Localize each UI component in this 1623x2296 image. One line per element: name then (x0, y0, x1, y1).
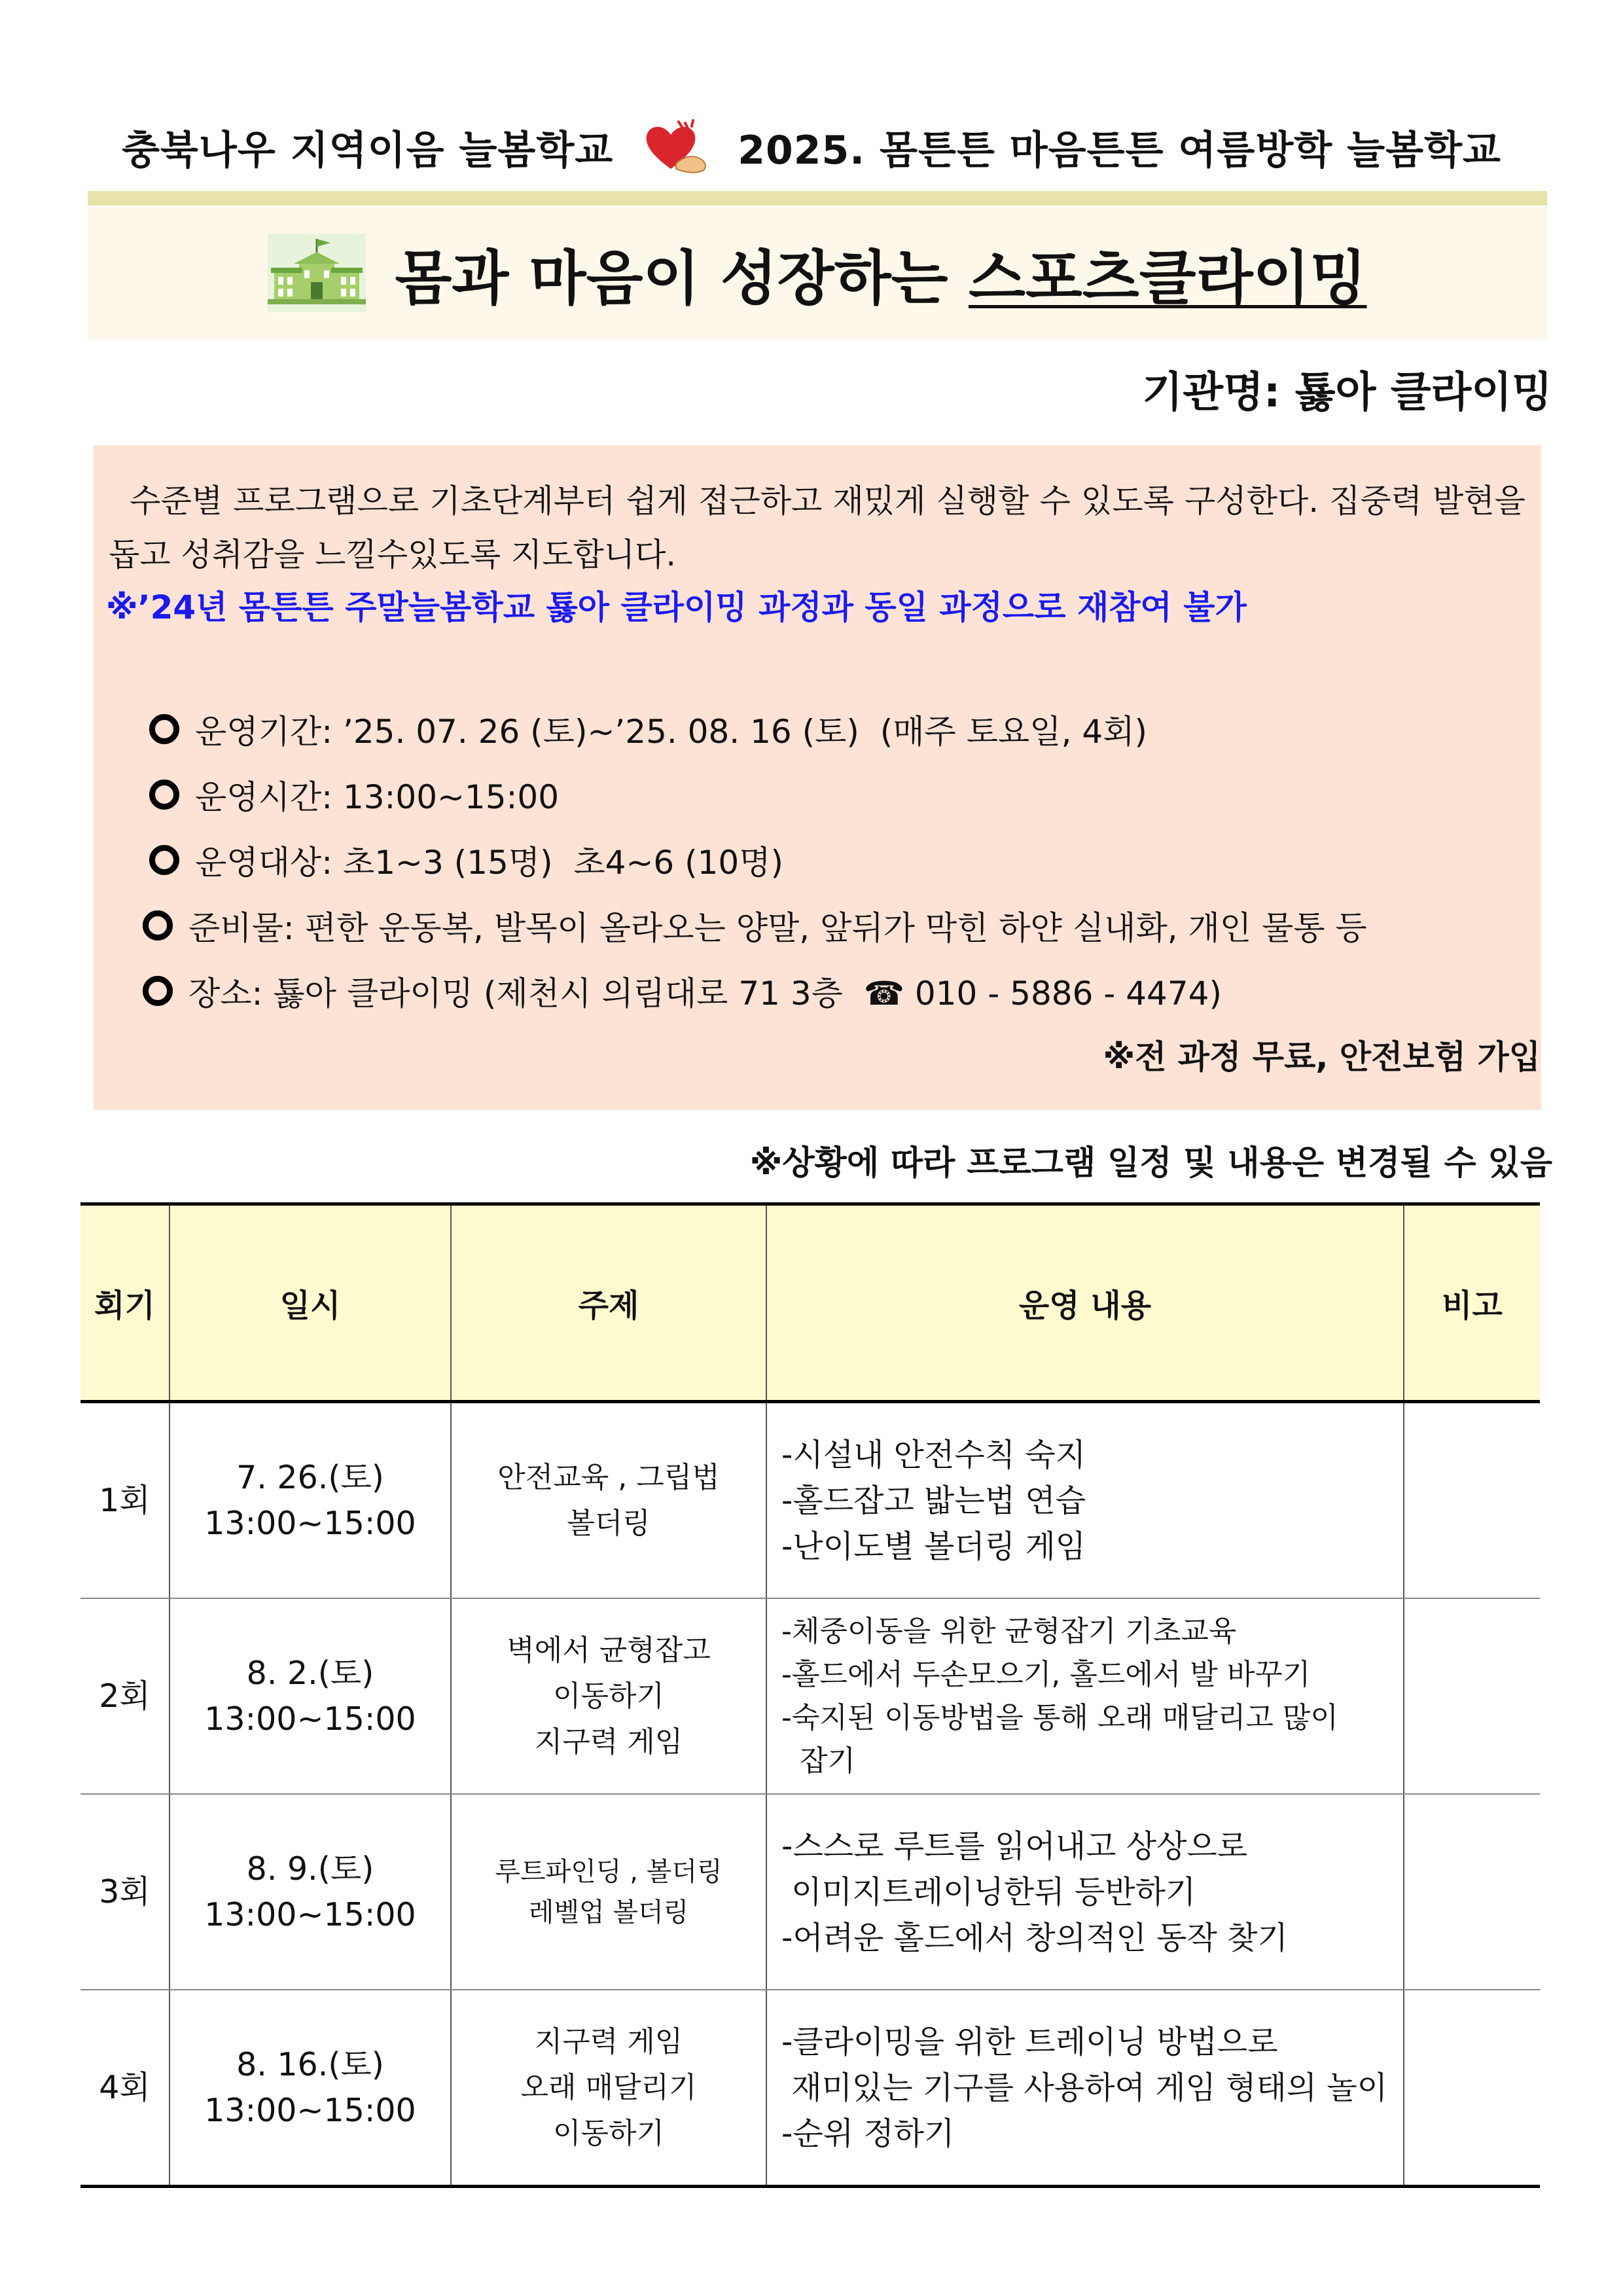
table-row (80, 1990, 1540, 2187)
header-note: 비고 (1404, 1204, 1540, 1402)
session-note (1404, 1402, 1540, 1599)
ring-bullet-icon (143, 976, 173, 1006)
session-datetime: 8. 9.(토) 13:00~15:00 (169, 1794, 451, 1990)
detail-target: 운영대상: 초1~3 (15명) 초4~6 (10명) (149, 836, 783, 884)
session-topic: 안전교육 , 그립법 볼더링 (451, 1402, 766, 1599)
school-building-icon (268, 234, 366, 312)
session-number: 4회 (80, 1990, 169, 2187)
session-datetime: 8. 16.(토) 13:00~15:00 (169, 1990, 451, 2187)
session-content: -체중이동을 위한 균형잡기 기초교육 -홀드에서 두손모으기, 홀드에서 발 바꾸기 -숙지된 이동방법을 통해 오래 매달리고 많이 잡기 (766, 1598, 1404, 1794)
session-note (1404, 1990, 1540, 2187)
title-box (88, 207, 1547, 339)
session-number: 2회 (80, 1598, 169, 1794)
session-topic: 지구력 게임 오래 매달리기 이동하기 (451, 1990, 766, 2187)
session-note (1404, 1794, 1540, 1990)
intro-text: 수준별 프로그램으로 기초단계부터 쉽게 접근하고 재밌게 실행할 수 있도록 구성한다. 집중력 발현을 돕고 성취감을 느낄수있도록 지도합니다. (109, 482, 1526, 573)
ring-bullet-icon (149, 780, 179, 810)
ring-bullet-icon (149, 845, 179, 875)
organization-name: 기관명: 툟아 클라이밍 (1142, 368, 1552, 417)
table-header-row (80, 1204, 1540, 1402)
table-row (80, 1598, 1540, 1794)
header-left: 충북나우 지역이음 늘봄학교 (121, 128, 614, 173)
session-number: 3회 (80, 1794, 169, 1990)
detail-supplies: 준비물: 편한 운동복, 발목이 올라오는 양말, 앞뒤가 막힌 하얀 실내화, 개인 물통 등 (143, 902, 1367, 949)
page-title: 몸과 마음이 성장하는 스포츠클라이밍 (395, 244, 1367, 313)
table-row (80, 1794, 1540, 1990)
session-content: -시설내 안전수칙 숙지 -홀드잡고 밟는법 연습 -난이도별 볼더링 게임 (766, 1402, 1404, 1599)
detail-time: 운영시간: 13:00~15:00 (149, 771, 559, 818)
header-topic: 주제 (451, 1204, 766, 1402)
header-date: 일시 (169, 1204, 451, 1402)
title-top-bar (88, 191, 1547, 206)
heart-hand-icon (639, 118, 711, 177)
header-line (0, 118, 1623, 177)
schedule-table (80, 1202, 1540, 2188)
session-note (1404, 1598, 1540, 1794)
header-right: 2025. 몸튼튼 마음튼튼 여름방학 늘봄학교 (738, 128, 1502, 173)
re-participation-notice: ※’24년 몸튼튼 주말늘봄학교 툟아 클라이밍 과정과 동일 과정으로 재참여 불가 (106, 588, 1247, 626)
detail-location: 장소: 툟아 클라이밍 (제천시 의림대로 71 3층 ☎ 010 - 5886 - 4474) (143, 967, 1222, 1014)
header-session: 회기 (80, 1204, 169, 1402)
session-topic: 루트파인딩 , 볼더링 레벨업 볼더링 (451, 1794, 766, 1990)
session-datetime: 8. 2.(토) 13:00~15:00 (169, 1598, 451, 1794)
session-content: -스스로 루트를 읽어내고 상상으로 이미지트레이닝한뒤 등반하기 -어려운 홀드에서 창의적인 동작 찾기 (766, 1794, 1404, 1990)
session-content: -클라이밍을 위한 트레이닝 방법으로 재미있는 기구를 사용하여 게임 형태의 놀이 -순위 정하기 (766, 1990, 1404, 2187)
header-content: 운영 내용 (766, 1204, 1404, 1402)
session-datetime: 7. 26.(토) 13:00~15:00 (169, 1402, 451, 1599)
table-row (80, 1402, 1540, 1599)
free-insurance-note: ※전 과정 무료, 안전보험 가입 (1103, 1038, 1541, 1076)
ring-bullet-icon (143, 910, 173, 941)
schedule-change-note: ※상황에 따라 프로그램 일정 및 내용은 변경될 수 있음 (749, 1144, 1552, 1183)
ring-bullet-icon (149, 714, 179, 744)
session-number: 1회 (80, 1402, 169, 1599)
detail-period: 운영기간: ’25. 07. 26 (토)~’25. 08. 16 (토) (매주 토요일, 4회) (149, 706, 1147, 753)
session-topic: 벽에서 균형잡고 이동하기 지구력 게임 (451, 1598, 766, 1794)
